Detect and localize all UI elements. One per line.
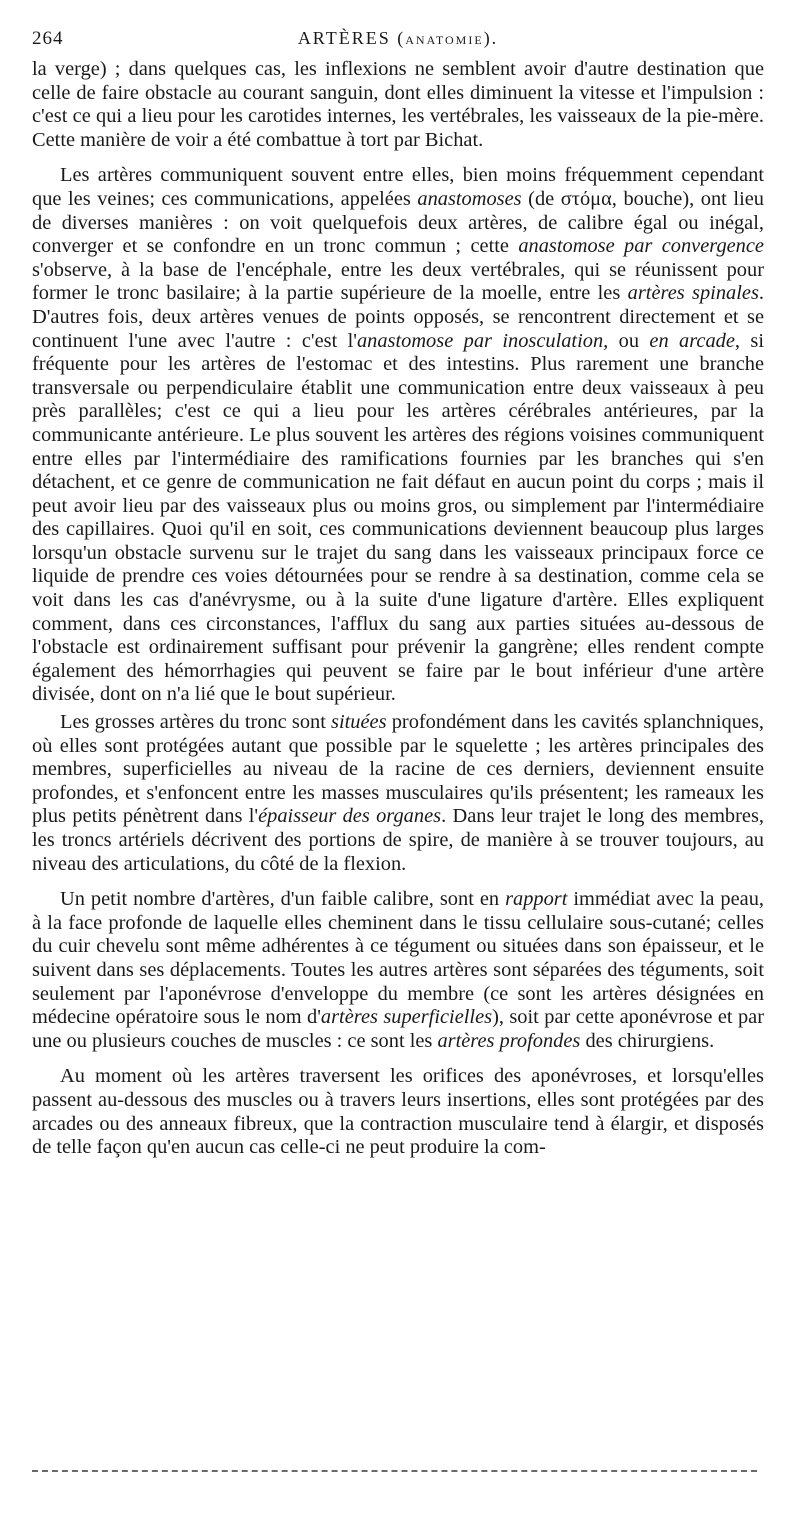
- italic-term: rapport: [505, 888, 568, 911]
- text-run: ), soit par cette aponévrose et par une ou plusieurs couches de muscles : ce sont les: [32, 1006, 765, 1052]
- running-head: [32, 28, 764, 58]
- text-run: , si fréquente pour les artères de l'estomac et des intestins. Plus rarement une branche transversale ou perpendiculaire établit une communication entre deux vaisseaux à peu près parallèles; c'est ce qui a lieu pour les artères cérébrales antérieures, par la communicante antérieure. Le plus souvent les artères des régions voisines communiquent entre elles par l'intermédiaire des ramifications fournies par les branches qui s'en détachent, et ce genre de communication ne fait défaut en aucun point du corps ; mais il peut avoir lieu par des vaisseaux plus ou moins gros, ou simplement par l'intermédiaire des capillaires. Quoi qu'il en soit, ces communications deviennent beaucoup plus larges lorsqu'un obstacle survenu sur le trajet du sang dans les vaisseaux principaux force ce liquide de prendre ces voies détournées pour se rendre à sa destination, comme cela se voit dans les cas d'anévrysme, ou à la suite d'une ligature d'artère. Elles expliquent comment, dans ces circonstances, l'afflux du sang aux parties situées au-dessous de l'obstacle est ordinairement suffisant pour prévenir la gangrène; elles rendent compte également des hémorrhagies qui peuvent se faire par le bout inférieur d'une artère divisée, dont on n'a lié que le bout supérieur.: [32, 329, 764, 706]
- italic-term: anastomose par convergence: [518, 235, 764, 258]
- text-run: Les artères communiquent souvent entre elles, bien moins fréquemment cependant que les veines; ces communications, appelées: [32, 164, 764, 210]
- italic-term: anastomose par inosculation,: [356, 329, 609, 352]
- running-title-small: ANATOMIE: [405, 33, 484, 47]
- text-run: ou: [608, 329, 650, 352]
- body-text: [32, 58, 764, 1160]
- text-run: . Dans leur trajet le long des membres, les troncs artériels décrivent des portions de spire, de manière à se trouver toujours, au niveau des articulations, du côté de la flexion.: [32, 805, 764, 875]
- text-run: immédiat avec la peau, à la face profonde de laquelle elles cheminent dans le tissu cellulaire sous-cutané; celles du cuir chevelu sont même adhérentes à ce tégument ou situées dans son épaisseur, et le suivent dans ses déplacements. Toutes les autres artères sont séparées des téguments, soit seulement par l'aponévrose d'enveloppe du membre (ce sont les artères désignées en médecine opératoire sous le nom d': [32, 888, 764, 1029]
- paragraph: [32, 58, 764, 152]
- italic-term: artères spinales: [627, 282, 759, 305]
- italic-term: artères superficielles: [320, 1006, 493, 1029]
- paragraph: [32, 164, 764, 707]
- italic-term: artères profondes: [437, 1029, 581, 1052]
- text-run: s'observe, à la base de l'encéphale, entre les deux vertébrales, qui se réunissent pour former le tronc basilaire; à la partie supérieure de la moelle, entre les: [32, 258, 764, 305]
- paragraph: [32, 1065, 764, 1159]
- italic-term: situées: [331, 711, 387, 734]
- running-title-end: ).: [483, 28, 499, 48]
- text-run: (de στόμα, bouche), ont lieu de diverses manières : on voit quelquefois deux artères, de calibre égal ou inégal, converger et se confondre en un tronc commun ; cette: [32, 187, 764, 258]
- text-run: profondément dans les cavités splanchniques, où elles sont protégées autant que possible par le squelette ; les artères principales des membres, superficielles au niveau de la racine de ces derniers, deviennent ensuite profondes, et s'enfoncent entre les masses musculaires qu'ils présentent; les rameaux les plus petits pénètrent dans l': [32, 711, 764, 828]
- text-run: Un petit nombre d'artères, d'un faible calibre, sont en: [60, 888, 506, 911]
- text-run: Les grosses artères du tronc sont: [60, 711, 332, 734]
- running-title-main: ARTÈRES (: [297, 28, 406, 48]
- paragraph: [32, 888, 764, 1053]
- italic-term: en arcade: [649, 329, 735, 352]
- text-run: la verge) ; dans quelques cas, les inflexions ne semblent avoir d'autre destination que celle de faire obstacle au courant sanguin, dont elles diminuent la vitesse et l'impulsion : c'est ce qui a lieu pour les carotides internes, les vertébrales, les vaisseaux de la pie-mère. Cette manière de voir a été combattue à tort par Bichat.: [32, 58, 764, 151]
- footer-rule: [32, 1470, 757, 1472]
- text-run: . D'autres fois, deux artères venues de points opposés, se rencontrent directement et se continuent l'une avec l'autre : c'est l': [32, 282, 764, 352]
- italic-term: épaisseur des organes: [258, 805, 442, 828]
- text-run: des chirurgiens.: [580, 1029, 715, 1052]
- paragraph: [32, 711, 764, 876]
- running-title: [32, 28, 764, 49]
- text-run: Au moment où les artères traversent les orifices des aponévroses, et lorsqu'elles passent au-dessous des muscles ou à travers leurs insertions, elles sont protégées par des arcades ou des anneaux fibreux, que la contraction musculaire tend à élargir, et disposés de telle façon qu'en aucun cas celle-ci ne peut produire la com-: [32, 1065, 764, 1159]
- page-number: 264: [32, 28, 64, 49]
- document-page: [32, 28, 764, 1160]
- italic-term: anastomoses: [417, 187, 522, 210]
